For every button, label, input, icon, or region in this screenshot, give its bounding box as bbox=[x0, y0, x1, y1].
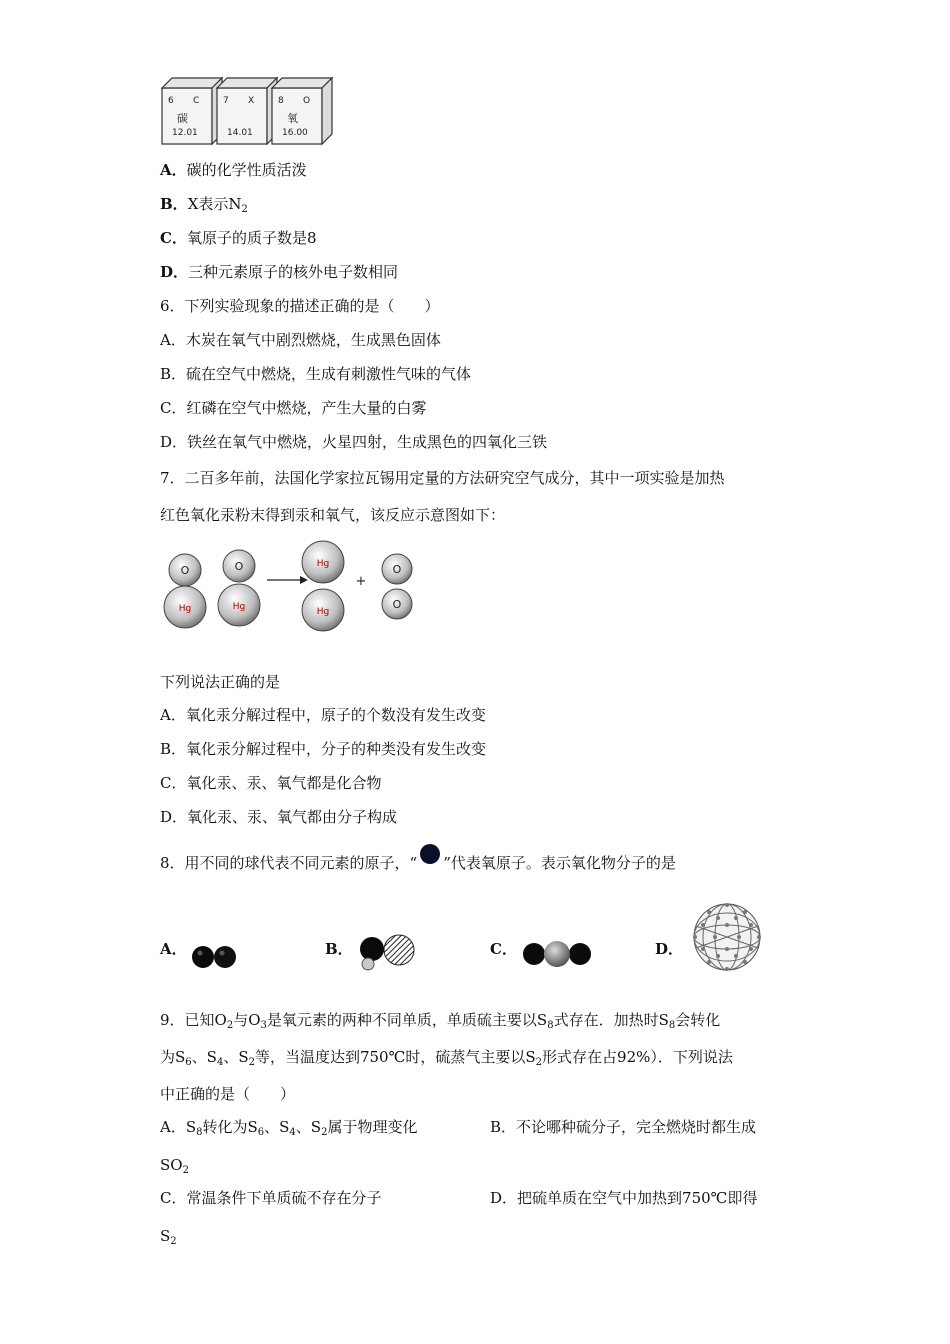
q6-option-c: C．红磷在空气中燃烧，产生大量的白雾 bbox=[160, 399, 427, 417]
oxygen-atom-legend bbox=[417, 853, 443, 873]
q8-option-d-fullerene bbox=[690, 900, 765, 975]
q7-option-c: C．氧化汞、汞、氧气都是化合物 bbox=[160, 774, 382, 792]
label-hg-1: Hg bbox=[178, 604, 192, 614]
q8-option-b-label: B． bbox=[325, 940, 353, 958]
q9-option-c: C．常温条件下单质硫不存在分子 bbox=[160, 1189, 382, 1207]
q8-option-a-label: A． bbox=[160, 940, 187, 958]
tile-1-number: 6 bbox=[168, 96, 174, 106]
tile-2-symbol: X bbox=[248, 96, 255, 106]
q7-stem-line-1: 7．二百多年前，法国化学家拉瓦锡用定量的方法研究空气成分，其中一项实验是加热 bbox=[160, 469, 725, 487]
q7-option-a: A．氧化汞分解过程中，原子的个数没有发生改变 bbox=[160, 706, 486, 724]
q5-option-d: D．三种元素原子的核外电子数相同 bbox=[160, 263, 399, 281]
label-hg-2: Hg bbox=[232, 602, 246, 612]
q5-option-a: A．碳的化学性质活泼 bbox=[160, 161, 307, 179]
q8-option-c-label: C． bbox=[490, 940, 517, 958]
q9-option-a: A．$S_8$转化为$S_6$、$S_4$、$S_2$属于物理变化 bbox=[160, 1118, 418, 1138]
label-hg-3: Hg bbox=[316, 559, 330, 569]
tile-2-number: 7 bbox=[223, 96, 229, 106]
q8-option-c-molecule bbox=[518, 938, 598, 970]
tile-3-number: 8 bbox=[278, 96, 284, 106]
q8-stem: 8．用不同的球代表不同元素的原子，“ ”代表氧原子。表示氧化物分子的是 bbox=[160, 853, 676, 873]
q9-option-b-continued: $SO_2$ bbox=[160, 1156, 189, 1176]
q6-option-b: B．硫在空气中燃烧，生成有刺激性气味的气体 bbox=[160, 365, 472, 383]
tile-3-symbol: O bbox=[303, 96, 311, 106]
q8-option-a-molecule bbox=[188, 940, 243, 970]
label-o-3: O bbox=[392, 563, 402, 576]
label-o-4: O bbox=[392, 598, 402, 611]
mercury-oxide-reaction-diagram bbox=[160, 540, 420, 640]
q8-option-d-label: D． bbox=[655, 940, 684, 958]
q7-option-b: B．氧化汞分解过程中，分子的种类没有发生改变 bbox=[160, 740, 487, 758]
label-o-1: O bbox=[180, 564, 190, 577]
tile-1-symbol: C bbox=[193, 96, 200, 106]
q6-option-d: D．铁丝在氧气中燃烧，火星四射，生成黑色的四氧化三铁 bbox=[160, 433, 548, 451]
tile-3-name: 氧 bbox=[287, 112, 298, 125]
q9-option-d-continued: $S_2$ bbox=[160, 1227, 177, 1247]
q7-stem-line-2: 红色氧化汞粉末得到汞和氧气，该反应示意图如下： bbox=[160, 506, 506, 524]
tile-3-mass: 16.00 bbox=[282, 128, 308, 138]
tile-2-mass: 14.01 bbox=[227, 128, 253, 138]
q9-stem-line-1: 9．已知$O_2$与$O_3$是氧元素的两种不同单质，单质硫主要以$S_8$式存在．加热时$S_8$会转化 bbox=[160, 1011, 721, 1031]
label-o-2: O bbox=[234, 560, 244, 573]
q9-stem-line-3: 中正确的是（ ） bbox=[160, 1085, 296, 1103]
q6-stem: 6．下列实验现象的描述正确的是（ ） bbox=[160, 297, 440, 315]
q7-prompt: 下列说法正确的是 bbox=[160, 673, 281, 691]
q8-option-b-molecule bbox=[355, 930, 420, 972]
q9-option-d: D．把硫单质在空气中加热到750℃即得 bbox=[490, 1189, 758, 1207]
q9-option-b: B．不论哪种硫分子，完全燃烧时都生成 bbox=[490, 1118, 757, 1136]
plus-sign: + bbox=[355, 574, 367, 589]
tile-1-mass: 12.01 bbox=[172, 128, 198, 138]
q5-option-c: C．氧原子的质子数是8 bbox=[160, 229, 317, 247]
tile-1-name: 碳 bbox=[177, 112, 188, 125]
q5-option-b: B．X表示$N_2$ bbox=[160, 195, 248, 215]
label-hg-4: Hg bbox=[316, 607, 330, 617]
q7-option-d: D．氧化汞、汞、氧气都由分子构成 bbox=[160, 808, 398, 826]
q9-stem-line-2: 为$S_6$、$S_4$、$S_2$等，当温度达到750℃时，硫蒸气主要以$S_2$形式存在占92%）．下列说法 bbox=[160, 1048, 733, 1068]
element-tiles-figure bbox=[160, 76, 335, 146]
q6-option-a: A．木炭在氧气中剧烈燃烧，生成黑色固体 bbox=[160, 331, 441, 349]
